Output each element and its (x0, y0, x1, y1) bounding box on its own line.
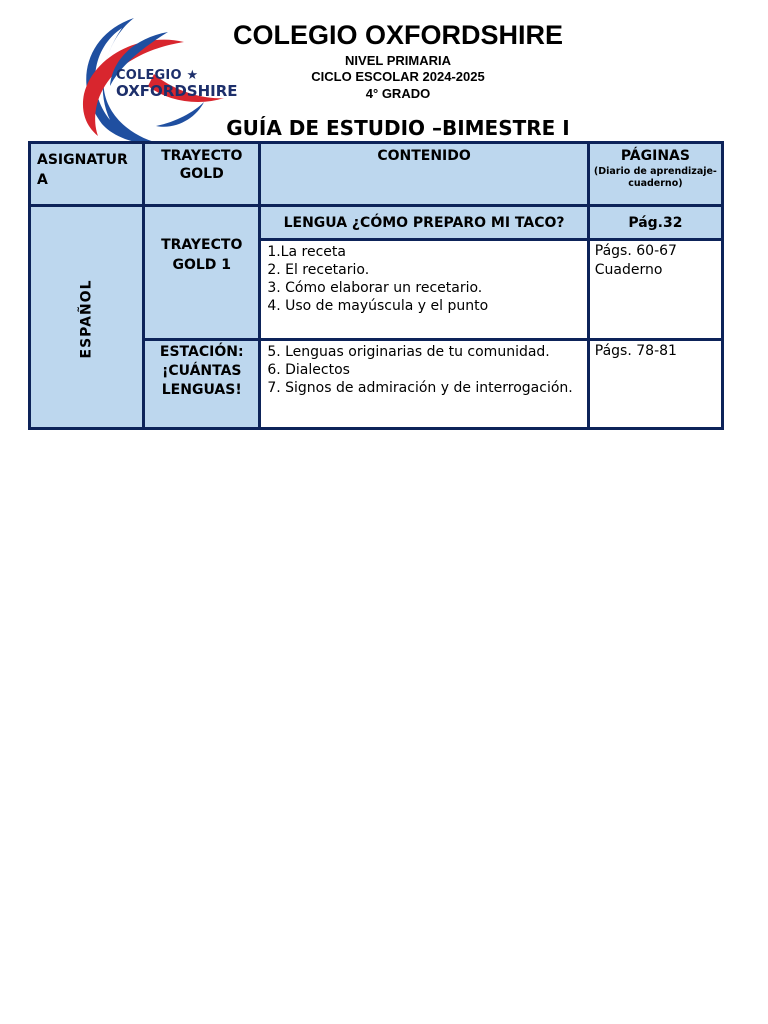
table-header-row (30, 143, 723, 206)
header-trayecto: TRAYECTO GOLD (144, 143, 260, 206)
pages-cell-1 (588, 240, 722, 340)
item-number: 4. (267, 298, 281, 314)
content-list-2 (260, 340, 588, 429)
list-item (267, 379, 582, 397)
school-level: NIVEL PRIMARIA (345, 53, 451, 68)
header-pages-note: (Diario de aprendizaje-cuaderno) (593, 166, 717, 189)
header-subject: ASIGNATURA (30, 143, 144, 206)
item-text: Signos de admiración y de interrogación. (285, 380, 573, 396)
logo-line2: OXFORDSHIRE (116, 82, 238, 100)
subject-label: ESPAÑOL (78, 279, 95, 358)
subject-cell (30, 206, 144, 429)
pages-range: Págs. 60-67 (594, 243, 677, 259)
item-text: La receta (280, 244, 346, 260)
school-grade: 4° GRADO (365, 86, 431, 101)
school-title: COLEGIO OXFORDSHIRE (232, 20, 564, 50)
logo-line1: COLEGIO (116, 68, 182, 83)
school-cycle: CICLO ESCOLAR 2024-2025 (311, 69, 485, 84)
list-item (267, 297, 582, 315)
item-text: Cómo elaborar un recetario. (285, 280, 483, 296)
item-number: 7. (267, 380, 281, 396)
list-item (267, 279, 582, 297)
list-item (267, 361, 582, 379)
header-pages (588, 143, 722, 206)
item-number: 1. (267, 244, 281, 260)
lengua-pages: Pág.32 (588, 206, 722, 240)
pages-notebook: Cuaderno (594, 262, 663, 278)
header-pages-label: PÁGINAS (620, 148, 690, 164)
item-text: El recetario. (285, 262, 370, 278)
study-guide-table (28, 141, 724, 430)
lengua-title: LENGUA ¿CÓMO PREPARO MI TACO? (260, 206, 588, 240)
item-number: 6. (267, 362, 281, 378)
item-text: Dialectos (285, 362, 350, 378)
item-number: 5. (267, 344, 281, 360)
content-list-1 (260, 240, 588, 340)
header-content: CONTENIDO (260, 143, 588, 206)
star-icon: ★ (186, 68, 199, 83)
item-text: Lenguas originarias de tu comunidad. (285, 344, 550, 360)
guide-title: GUÍA DE ESTUDIO –BIMESTRE I (226, 116, 570, 140)
list-item (267, 261, 582, 279)
item-text: Uso de mayúscula y el punto (285, 298, 489, 314)
estacion-cell: ESTACIÓN: ¡CUÁNTAS LENGUAS! (144, 340, 260, 429)
pages-cell-2: Págs. 78-81 (588, 340, 722, 429)
trayecto-cell: TRAYECTO GOLD 1 (144, 206, 260, 340)
list-item (267, 243, 582, 261)
item-number: 2. (267, 262, 281, 278)
list-item (267, 343, 582, 361)
item-number: 3. (267, 280, 281, 296)
table-row (30, 206, 723, 240)
